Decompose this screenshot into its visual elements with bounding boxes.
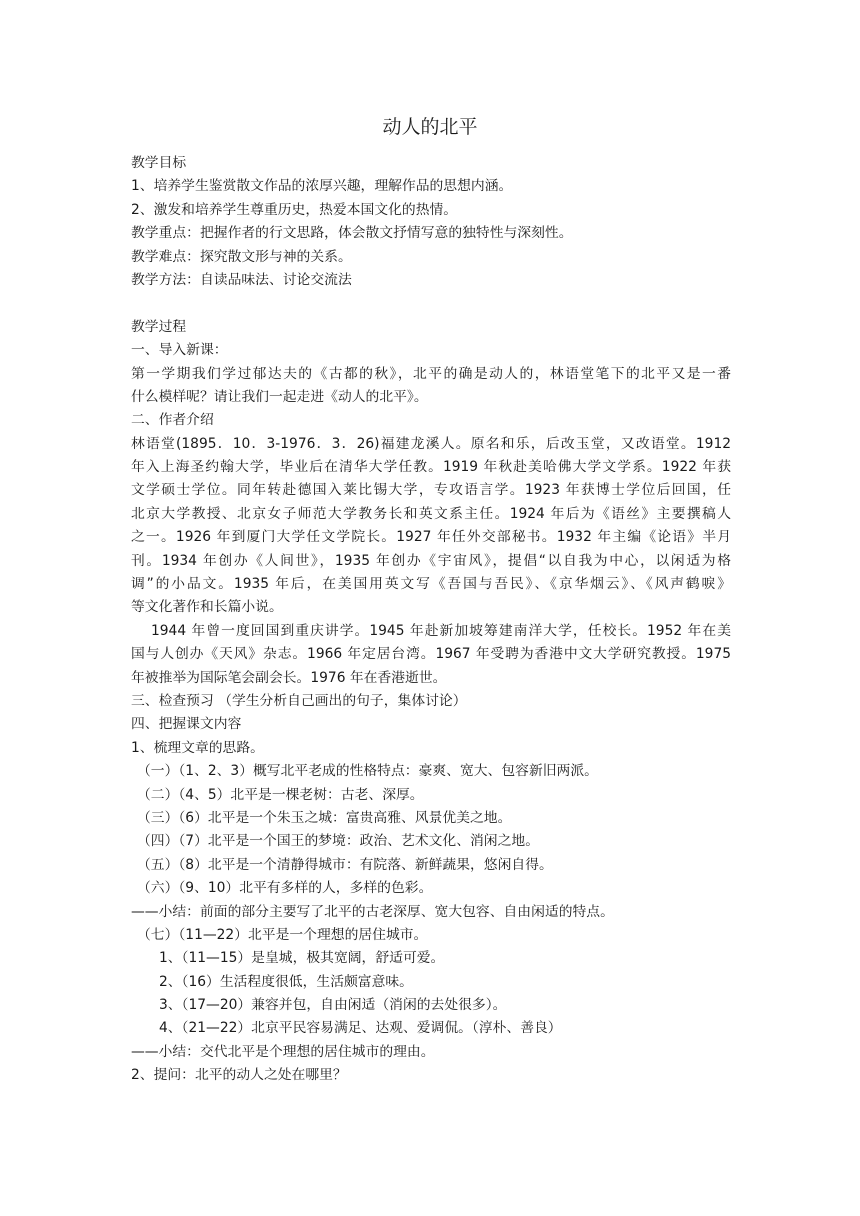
point-heading: 1、梳理文章的思路。 xyxy=(131,739,264,756)
intro-paragraph-line: 第一学期我们学过郁达夫的《古都的秋》，北平的确是动人的，林语堂笔下的北平又是一番 xyxy=(131,365,731,382)
teaching-method: 教学方法：自读品味法、讨论交流法 xyxy=(131,271,352,288)
document-title: 动人的北平 xyxy=(382,116,478,138)
bio2-paragraph-line: 1944 年曾一度回国到重庆讲学。1945 年赴新加坡筹建南洋大学，任校长。1952 年在美 xyxy=(151,622,731,639)
outline-item: （二）（4、5）北平是一棵老树：古老、深厚。 xyxy=(137,786,424,803)
intro-paragraph-line: 什么模样呢？请让我们一起走进《动人的北平》。 xyxy=(131,388,428,405)
outline-item: （五）（8）北平是一个清静得城市：有院落、新鲜蔬果，悠闲自得。 xyxy=(137,856,553,873)
goal-item: 1、培养学生鉴赏散文作品的浓厚兴趣，理解作品的思想内涵。 xyxy=(131,178,513,195)
outline-item: （一）（1、2、3）概写北平老成的性格特点：豪爽、宽大、包容新旧两派。 xyxy=(137,763,598,780)
bio-paragraph-line: 刊。1934 年创办《人间世》，1935 年创办《宇宙风》，提倡“以自我为中心，以闲适为格 xyxy=(131,552,731,569)
section-heading: 四、把握课文内容 xyxy=(131,716,242,733)
point-heading: 2、提问：北平的动人之处在哪里？ xyxy=(131,1067,347,1084)
outline-item: （六）（9、10）北平有多样的人，多样的色彩。 xyxy=(137,880,433,897)
section-heading: 一、导入新课： xyxy=(131,342,228,359)
process-heading: 教学过程 xyxy=(131,318,187,335)
bio2-paragraph-line: 国与人创办《天风》杂志。1966 年定居台湾。1967 年受聘为香港中文大学研究教授。1975 xyxy=(131,646,731,663)
sub-outline-item: 4、（21—22）北京平民容易满足、达观、爱调侃。（淳朴、善良） xyxy=(159,1020,562,1037)
outline-item: （七）（11—22）北平是一个理想的居住城市。 xyxy=(137,926,428,943)
goal-item: 2、激发和培养学生尊重历史，热爱本国文化的热情。 xyxy=(131,201,458,218)
bio-paragraph-line: 文学硕士学位。同年转赴德国入莱比锡大学，专攻语言学。1923 年获博士学位后回国，任 xyxy=(131,482,731,499)
section-heading: 二、作者介绍 xyxy=(131,412,214,429)
summary-line: ——小结：前面的部分主要写了北平的古老深厚、宽大包容、自由闲适的特点。 xyxy=(131,903,614,920)
bio-paragraph-line: 等文化著作和长篇小说。 xyxy=(131,599,283,616)
bio-paragraph-line: 调”的小品文。1935 年后，在美国用英文写《吾国与吾民》、《京华烟云》、《风声鹤唳》 xyxy=(131,576,731,593)
bio-paragraph-line: 北京大学教授、北京女子师范大学教务长和英文系主任。1924 年后为《语丝》主要撰稿人 xyxy=(131,505,731,522)
blank-line xyxy=(131,292,731,315)
outline-item: （三）（6）北平是一个朱玉之城：富贵高雅、风景优美之地。 xyxy=(137,809,512,826)
outline-item: （四）（7）北平是一个国王的梦境：政治、艺术文化、消闲之地。 xyxy=(137,833,539,850)
section-heading: 三、检查预习 （学生分析自己画出的句子，集体讨论） xyxy=(131,692,467,709)
bio-paragraph-line: 年入上海圣约翰大学，毕业后在清华大学任教。1919 年秋赴美哈佛大学文学系。1922 年获 xyxy=(131,459,731,476)
sub-outline-item: 2、（16）生活程度很低，生活颇富意味。 xyxy=(159,973,413,990)
key-point: 教学重点：把握作者的行文思路，体会散文抒情写意的独特性与深刻性。 xyxy=(131,225,573,242)
sub-outline-item: 1、（11—15）是皇城，极其宽阔，舒适可爱。 xyxy=(159,950,445,967)
sub-outline-item: 3、（17—20）兼容并包，自由闲适（消闲的去处很多）。 xyxy=(159,997,507,1014)
document-body xyxy=(131,152,731,1088)
goals-heading: 教学目标 xyxy=(131,155,187,171)
bio2-paragraph-line: 年被推举为国际笔会副会长。1976 年在香港逝世。 xyxy=(131,669,447,686)
bio-paragraph-line: 之一。1926 年到厦门大学任文学院长。1927 年任外交部秘书。1932 年主编《论语》半月 xyxy=(131,529,731,546)
difficulty: 教学难点：探究散文形与神的关系。 xyxy=(131,248,352,265)
summary-line: ——小结：交代北平是个理想的居住城市的理由。 xyxy=(131,1043,435,1060)
bio-paragraph-line: 林语堂(1895．10．3-1976．3．26)福建龙溪人。原名和乐，后改玉堂，又改语堂。1912 xyxy=(131,435,731,452)
